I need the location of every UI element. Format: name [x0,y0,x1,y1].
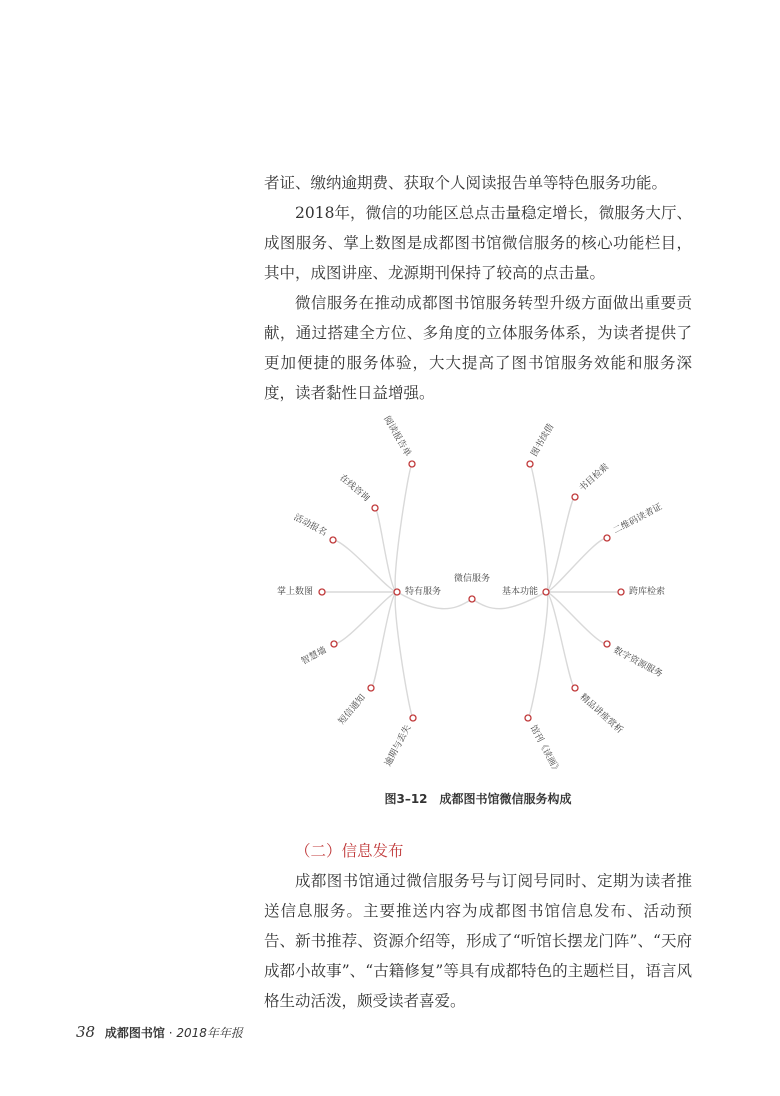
right-link [546,497,575,592]
right-link [528,592,548,718]
left-hub-label: 特有服务 [405,587,442,597]
left-item-label: 短信通知 [337,692,368,727]
right-link [546,538,607,592]
right-item-label: 二维码读者证 [611,502,665,537]
left-item-node [319,589,325,595]
right-item-node [527,461,533,467]
right-link [546,592,607,644]
right-item-label: 跨库检索 [629,587,666,597]
left-item-label: 智慧墙 [299,645,329,668]
right-item-label: 馆刊《读画》 [527,723,562,777]
page-number: 38 [76,1023,96,1041]
left-link [395,592,413,718]
left-item-node [331,641,337,647]
right-item-label: 精品讲座赏析 [577,692,625,736]
left-item-node [409,461,415,467]
body-paragraph-3: 微信服务在推动成都图书馆服务转型升级方面做出重要贡献，通过搭建全方位、多角度的立体服务体系，为读者提供了更加便捷的服务体验，大大提高了图书馆服务效能和服务深度，读者黏性日益增强。 [264,294,692,402]
right-item-label: 书目检索 [577,462,612,494]
footer-year: 2018年年报 [176,1026,243,1040]
right-item-label: 图书续借 [529,422,557,459]
left-link [371,592,397,688]
left-link [375,508,397,592]
figure-caption: 图3–12 成都图书馆微信服务构成 [384,792,572,806]
left-item-node [410,715,416,721]
right-hub-node [543,589,549,595]
wechat-service-diagram [0,400,780,800]
left-hub-node [394,589,400,595]
left-item-label: 阅读报告单 [381,414,413,459]
section-heading: （二）信息发布 [295,842,404,860]
left-link [395,464,412,592]
left-item-label: 掌上数图 [276,587,313,597]
left-item-node [372,505,378,511]
body-paragraph-1: 者证、缴纳逾期费、获取个人阅读报告单等特色服务功能。 [264,174,668,192]
body-paragraph-2: 2018年，微信的功能区总点击量稳定增长，微服务大厅、成图服务、掌上数图是成都图书馆微信服务的核心功能栏目，其中，成图讲座、龙源期刊保持了较高的点击量。 [264,204,692,282]
right-hub-label: 基本功能 [501,587,538,597]
page-footer [76,1023,243,1041]
right-item-node [618,589,624,595]
right-item-label: 数字资源服务 [611,645,665,680]
left-item-label: 逾期与丢失 [383,723,414,769]
section-paragraph-1: 成都图书馆通过微信服务号与订阅号同时、定期为读者推送信息服务。主要推送内容为成都图书馆信息发布、活动预告、新书推荐、资源介绍等，形成了“听馆长摆龙门阵”、“天府成都小故事”、“古籍修复”等具有成都特色的主题栏目，语言风格生动活泼，颇受读者喜爱。 [264,872,692,1010]
right-link [530,464,548,592]
footer-separator: · [164,1026,177,1040]
left-item-label: 活动报名 [291,512,329,539]
left-item-node [330,537,336,543]
right-item-node [572,685,578,691]
right-item-node [604,641,610,647]
footer-title: 成都图书馆 [104,1026,165,1040]
left-item-label: 在线咨询 [337,473,372,504]
diagram-root-node [469,596,475,602]
diagram-root-label: 微信服务 [453,574,491,584]
right-link [546,592,575,688]
right-item-node [572,494,578,500]
left-item-node [368,685,374,691]
right-item-node [525,715,531,721]
right-item-node [604,535,610,541]
